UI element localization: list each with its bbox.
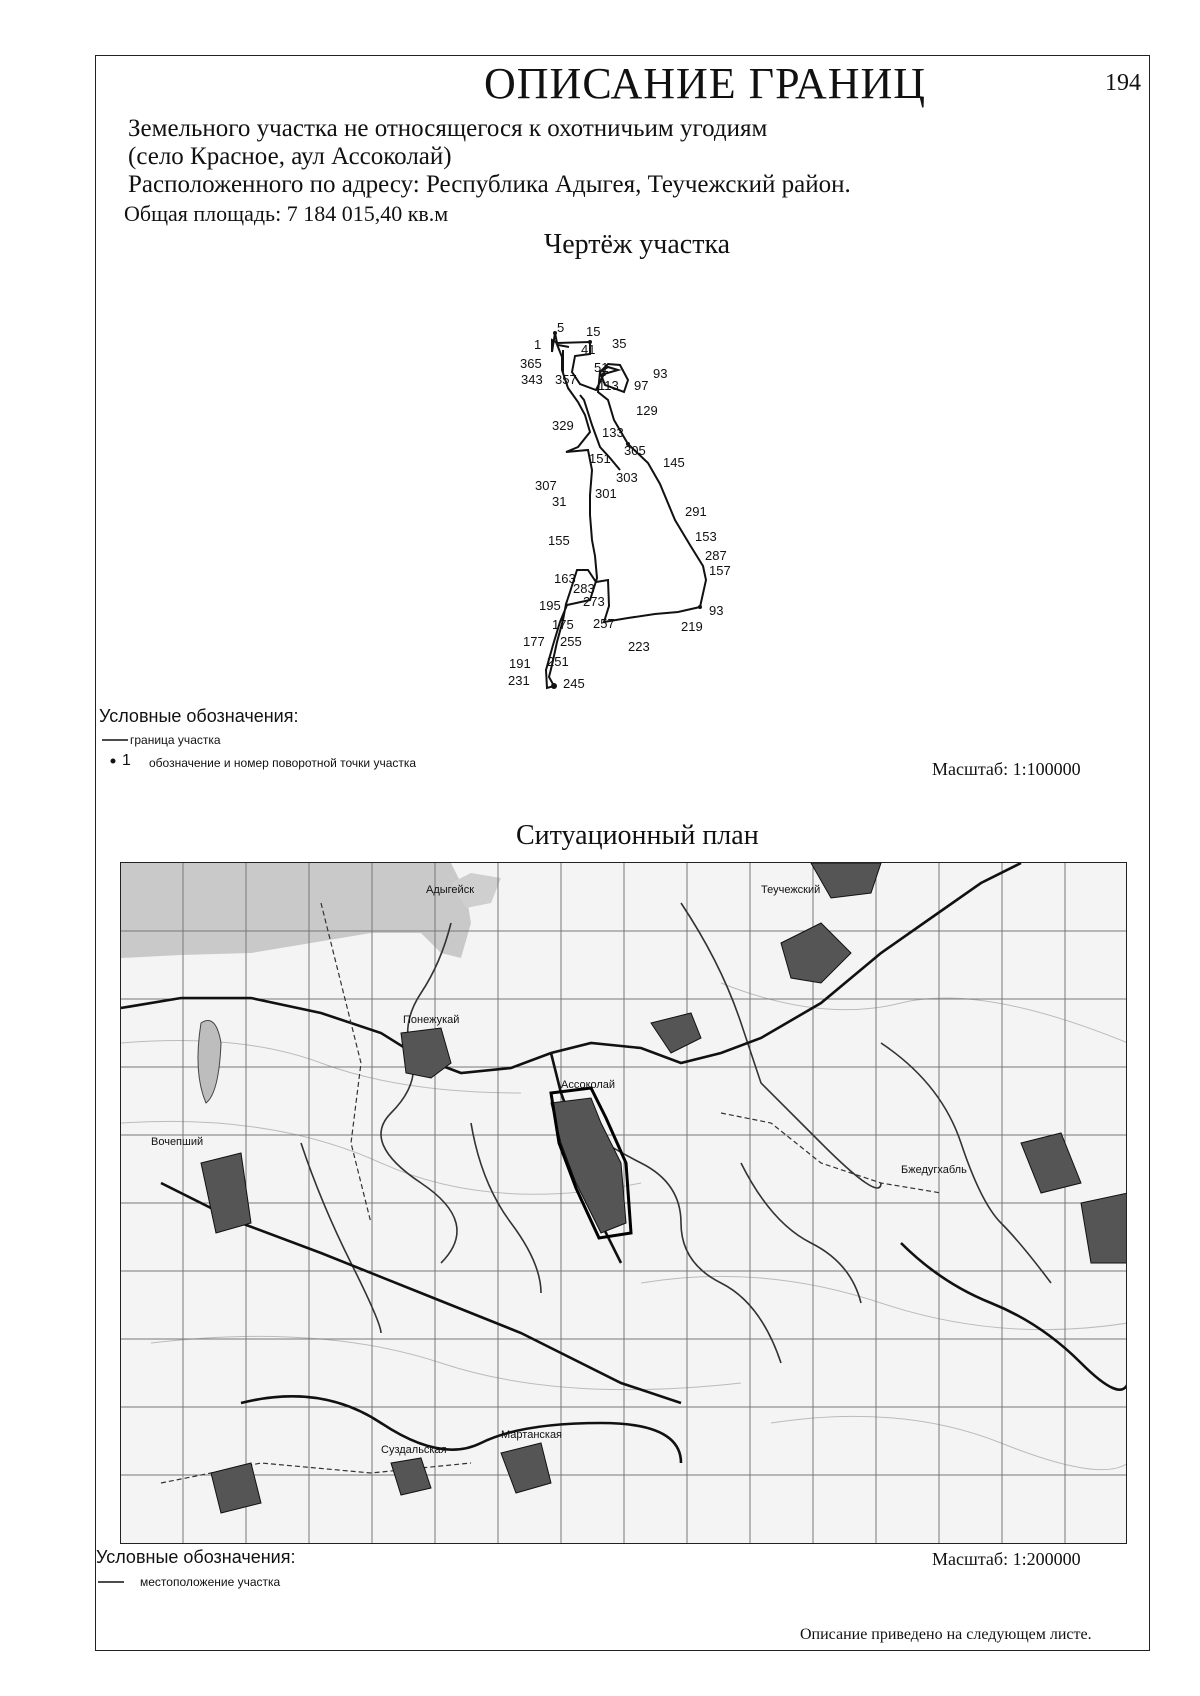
place-name: Вочепший [151,1136,204,1148]
location-legend-icon [96,1576,126,1588]
point-label: 307 [535,478,557,493]
point-legend-label: обозначение и номер поворотной точки участка [149,756,417,770]
point-legend-marker: 1 [122,752,131,769]
point-label: 41 [581,342,596,357]
point-label: 365 [520,356,542,371]
point-label: 145 [663,455,685,470]
address-line: Расположенного по адресу: Республика Адыгея, Теучежский район. [128,171,851,198]
boundary-point-labels [508,320,731,691]
point-label: 93 [709,603,724,618]
topographic-map [121,863,1127,1544]
point-label: 283 [573,581,595,596]
point-label: 113 [598,378,619,393]
point-label: 231 [508,673,530,688]
point-label: 191 [509,656,531,671]
point-label: 255 [560,634,582,649]
point-label: 133 [602,425,624,440]
point-label: 129 [636,403,658,418]
point-label: 155 [548,533,570,548]
plan-legend-title: Условные обозначения: [96,1547,296,1567]
boundary-legend-icon [100,734,130,746]
page-title: ОПИСАНИЕ ГРАНИЦ [484,59,927,108]
point-label: 177 [523,634,545,649]
point-label: 35 [612,336,627,351]
point-label: 195 [539,598,561,613]
place-name: Бжедугхабль [901,1164,967,1176]
point-label: 1 [534,337,542,352]
situation-map [120,862,1127,1544]
place-name: Адыгейск [426,884,475,896]
plan-scale: Масштаб: 1:200000 [932,1549,1081,1569]
place-name: Мартанская [501,1429,563,1441]
boundary-legend-label: граница участка [130,733,221,747]
point-label: 245 [563,676,585,691]
place-name: Теучежский [761,884,821,896]
point-label: 157 [709,563,731,578]
point-label: 287 [705,548,727,563]
drawing-scale: Масштаб: 1:100000 [932,759,1081,779]
point-label: 151 [589,451,611,466]
point-label: 291 [685,504,707,519]
subtitle-line-2: (село Красное, аул Ассоколай) [128,143,452,170]
point-label: 219 [681,619,703,634]
point-label: 15 [586,324,601,339]
point-label: 93 [653,366,668,381]
point-label: 273 [583,594,605,609]
point-label: 257 [593,616,615,631]
drawing-legend-title: Условные обозначения: [99,706,299,726]
place-name: Суздальская [381,1444,447,1456]
page-number: 194 [1105,70,1141,96]
point-label: 175 [552,617,574,632]
point-label: 357 [555,372,577,387]
location-legend-label: местоположение участка [140,1575,281,1589]
point-label: 51 [594,360,609,375]
place-name: Ассоколай [561,1079,616,1091]
point-legend-icon [108,756,118,766]
point-label: 329 [552,418,574,433]
point-label: 31 [552,494,567,509]
footer-note: Описание приведено на следующем листе. [800,1626,1092,1643]
point-label: 343 [521,372,543,387]
point-label: 305 [624,443,646,458]
point-label: 303 [616,470,638,485]
point-label: 5 [557,320,565,335]
plot-boundary-drawing [500,310,740,700]
total-area: Общая площадь: 7 184 015,40 кв.м [124,201,449,226]
point-label: 97 [634,378,649,393]
point-label: 163 [554,571,576,586]
point-label: 301 [595,486,617,501]
point-label: 223 [628,639,650,654]
drawing-heading: Чертёж участка [544,229,731,260]
point-label: 153 [695,529,717,544]
situation-plan-heading: Ситуационный план [516,820,759,851]
subtitle-line-1: Земельного участка не относящегося к охотничьим угодиям [128,115,768,142]
point-label: 251 [547,654,569,669]
place-name: Понежукай [403,1014,460,1026]
